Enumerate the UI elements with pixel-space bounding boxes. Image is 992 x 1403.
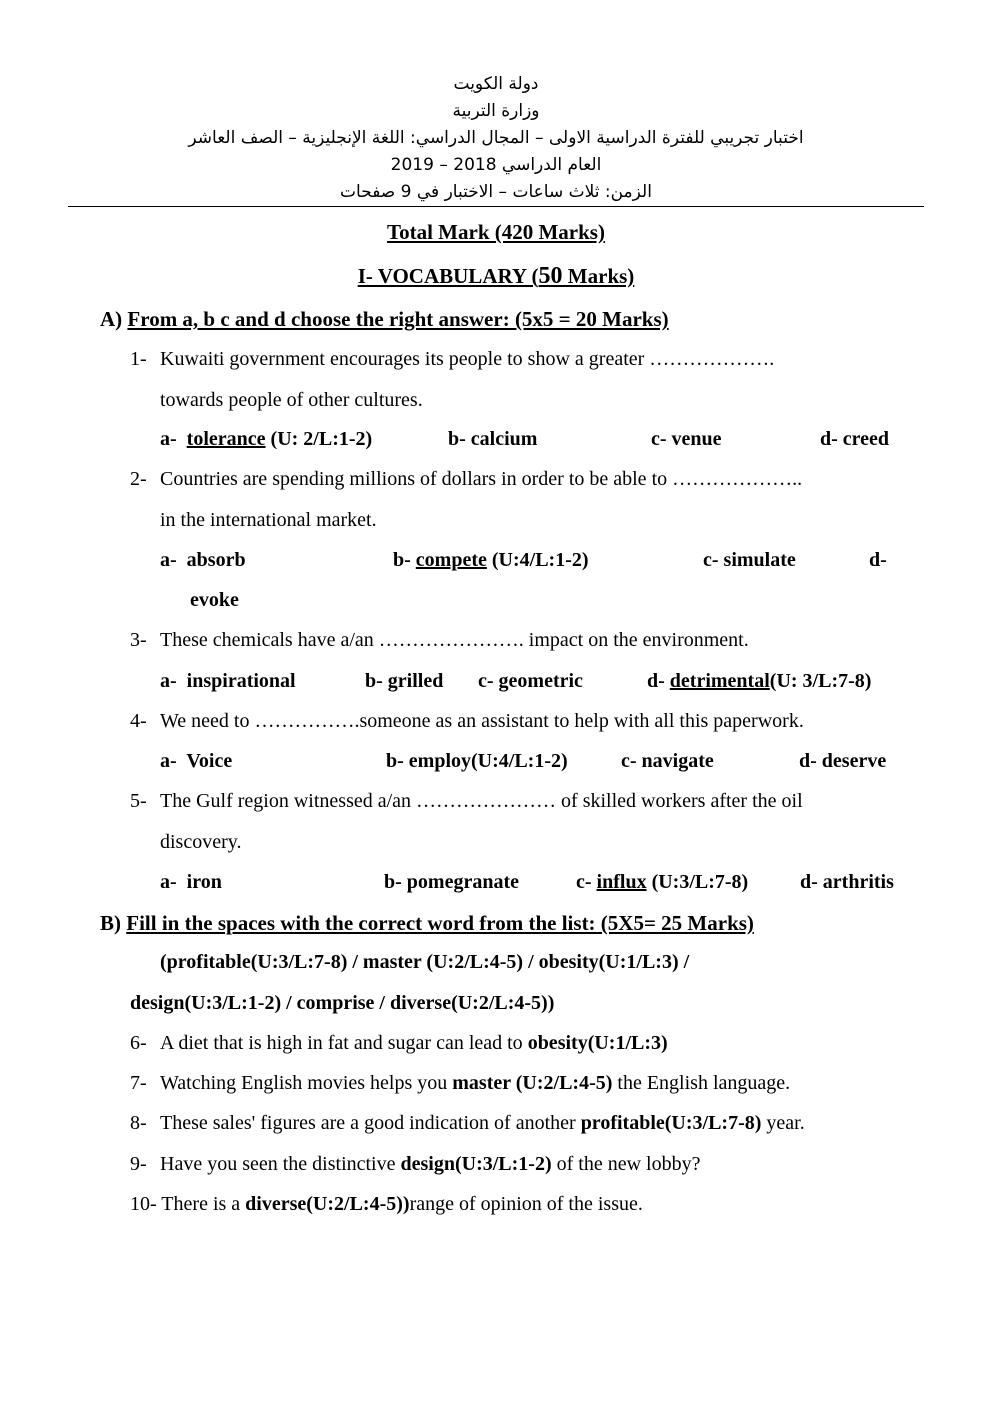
option-answer: detrimental <box>669 670 770 692</box>
header-country: دولة الكويت <box>453 74 539 94</box>
q3-option-b: b- grilled <box>365 670 444 692</box>
question-text: These chemicals have a/an …………………. impact on the environment. <box>160 629 749 651</box>
section-suffix: Marks) <box>562 264 635 288</box>
option-letter: a- <box>160 750 177 772</box>
part-b-heading <box>100 911 754 936</box>
part-a-letter: A) <box>100 307 123 331</box>
word-list-line-1: (profitable(U:3/L:7-8) / master (U:2/L:4-5) / obesity(U:1/L:3) / <box>160 951 690 973</box>
part-a-heading <box>100 307 669 332</box>
question-number: 9- <box>130 1153 147 1175</box>
q4-option-b: b- employ(U:4/L:1-2) <box>386 750 568 772</box>
question-number: 4- <box>130 710 147 732</box>
q2-option-a <box>160 549 246 572</box>
option-letter: a- <box>160 670 177 692</box>
question-text: A diet that is high in fat and sugar can lead to <box>160 1032 528 1054</box>
q4-option-d: d- deserve <box>799 750 887 772</box>
q3-option-a <box>160 670 296 693</box>
section-vocabulary-title <box>0 263 992 290</box>
question-text-end: the English language. <box>612 1072 791 1094</box>
question-3 <box>130 629 749 652</box>
part-a-instruction: From a, b c and d choose the right answer: (5x5 = 20 Marks) <box>127 307 669 331</box>
question-10 <box>130 1193 643 1216</box>
total-mark-title <box>0 220 992 245</box>
question-text: Watching English movies helps you <box>160 1072 453 1094</box>
section-marks: 50 <box>538 263 563 289</box>
question-1-continuation: towards people of other cultures. <box>160 389 423 411</box>
option-reference: (U:3/L:7-8) <box>646 871 749 893</box>
question-4 <box>130 710 804 733</box>
question-text-end: of the new lobby? <box>551 1153 701 1175</box>
option-reference: (U:4/L:1-2) <box>486 549 589 571</box>
q5-option-c <box>576 871 748 894</box>
part-b-letter: B) <box>100 911 121 935</box>
question-number: 5- <box>130 790 147 812</box>
question-number: 2- <box>130 468 147 490</box>
header-academic-year: العام الدراسي 2018 – 2019 <box>390 155 602 175</box>
total-mark-text: Total Mark (420 Marks) <box>387 220 605 244</box>
question-text-end: year. <box>761 1112 805 1134</box>
question-2 <box>130 468 802 491</box>
q2-option-d: d- <box>869 549 887 571</box>
question-text-end: range of opinion of the issue. <box>409 1193 643 1215</box>
q5-option-d: d- arthritis <box>800 871 894 893</box>
option-reference: (U: 3/L:7-8) <box>769 670 872 692</box>
option-letter: a- <box>160 428 177 450</box>
option-answer: influx <box>596 871 647 893</box>
question-6 <box>130 1032 668 1055</box>
q5-option-b: b- pomegranate <box>384 871 519 893</box>
question-text: There is a <box>156 1193 246 1215</box>
option-reference: (U: 2/L:1-2) <box>265 428 373 450</box>
q1-option-d: d- creed <box>820 428 890 450</box>
question-number: 8- <box>130 1112 147 1134</box>
part-b-instruction: Fill in the spaces with the correct word from the list: (5X5= 25 Marks) <box>126 911 754 935</box>
word-list-line-2: design(U:3/L:1-2) / comprise / diverse(U:2/L:4-5)) <box>130 992 555 1014</box>
q4-option-c: c- navigate <box>621 750 714 772</box>
question-number: 6- <box>130 1032 147 1054</box>
q1-option-a <box>160 428 372 451</box>
filled-answer: design(U:3/L:1-2) <box>400 1153 552 1175</box>
option-letter: a- <box>160 871 177 893</box>
header-ministry: وزارة التربية <box>452 101 540 121</box>
question-number: 1- <box>130 348 147 370</box>
question-9 <box>130 1153 700 1176</box>
q2-option-b <box>393 549 589 572</box>
filled-answer: diverse(U:2/L:4-5)) <box>245 1193 410 1215</box>
q3-option-c: c- geometric <box>478 670 583 692</box>
option-word: Voice <box>186 750 233 772</box>
q3-option-d <box>647 670 871 693</box>
question-2-continuation: in the international market. <box>160 509 377 531</box>
q1-option-b: b- calcium <box>448 428 538 450</box>
q2-option-d-word: evoke <box>190 589 239 611</box>
option-letter: c- <box>576 871 592 893</box>
question-1 <box>130 348 774 371</box>
question-5 <box>130 790 803 813</box>
filled-answer: profitable(U:3/L:7-8) <box>580 1112 762 1134</box>
section-vocabulary-heading <box>358 264 635 288</box>
option-word: inspirational <box>186 670 296 692</box>
section-prefix: I- VOCABULARY ( <box>357 264 539 288</box>
option-letter: b- <box>393 549 411 571</box>
option-answer: compete <box>415 549 487 571</box>
q1-option-c: c- venue <box>651 428 722 450</box>
question-8 <box>130 1112 805 1135</box>
option-word: absorb <box>186 549 246 571</box>
option-letter: d- <box>647 670 665 692</box>
question-text: Kuwaiti government encourages its people to show a greater ………………. <box>160 348 775 370</box>
question-5-continuation: discovery. <box>160 831 242 853</box>
question-text: We need to …………….someone as an assistant to help with all this paperwork. <box>160 710 804 732</box>
header-duration: الزمن: ثلاث ساعات – الاختبار في 9 صفحات <box>340 182 652 202</box>
option-word: iron <box>186 871 222 893</box>
q4-option-a <box>160 750 232 773</box>
q5-option-a <box>160 871 222 894</box>
question-text: Have you seen the distinctive <box>160 1153 401 1175</box>
option-letter: a- <box>160 549 177 571</box>
question-text: The Gulf region witnessed a/an ………………… of skilled workers after the oil <box>160 790 803 812</box>
question-number: 3- <box>130 629 147 651</box>
filled-answer: obesity(U:1/L:3) <box>527 1032 668 1054</box>
header-exam-title: اختبار تجريبي للفترة الدراسية الاولى – المجال الدراسي: اللغة الإنجليزية – الصف العاشر <box>188 128 804 148</box>
question-text: Countries are spending millions of dollars in order to be able to ……………….. <box>160 468 803 490</box>
question-number: 10- <box>130 1193 157 1215</box>
question-7 <box>130 1072 790 1095</box>
question-text: These sales' figures are a good indication of another <box>160 1112 581 1134</box>
header-divider <box>68 206 924 207</box>
filled-answer: master (U:2/L:4-5) <box>452 1072 613 1094</box>
question-number: 7- <box>130 1072 147 1094</box>
option-answer: tolerance <box>186 428 266 450</box>
q2-option-c: c- simulate <box>703 549 796 571</box>
